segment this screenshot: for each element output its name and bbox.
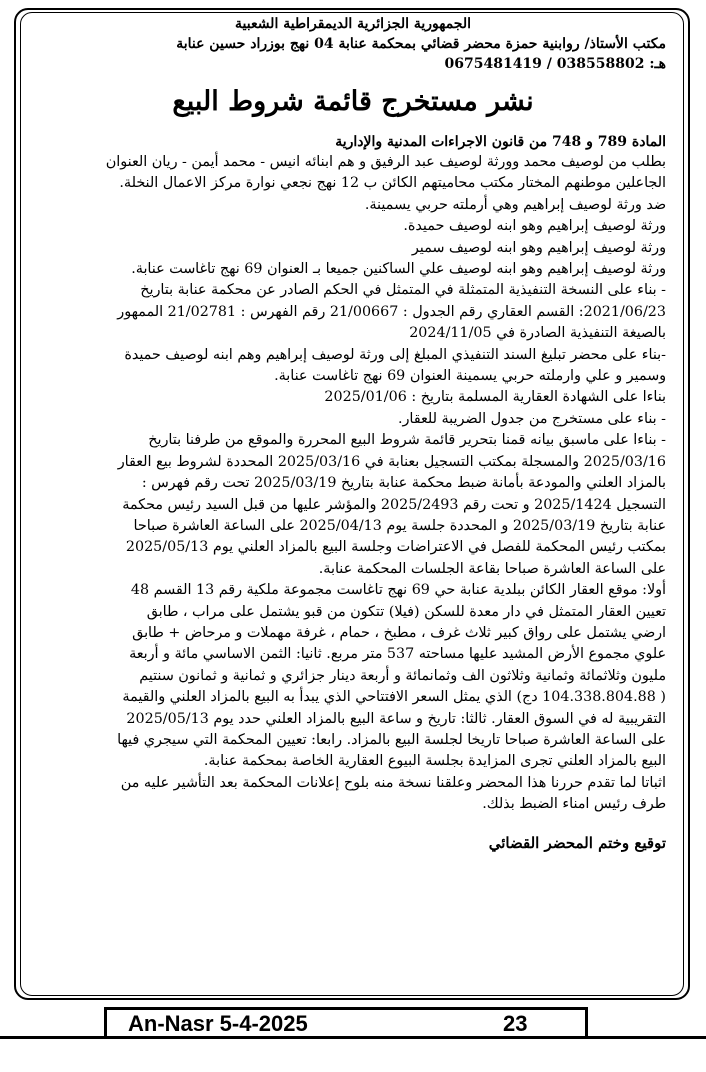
republic-header: الجمهورية الجزائرية الديمقراطية الشعبية [234,16,471,32]
body-line: - بناء على مستخرج من جدول الضريبة للعقار. [397,410,666,427]
body-line: ارضي يشتمل على رواق كبير ثلاث غرف ، مطبخ ، حمام ، غرفة مهملات و مرحاض + طابق [132,624,666,641]
notice-content [40,14,666,854]
body-line: - بناءا على ماسبق بيانه قمنا بتحرير قائمة شروط البيع المحررة والموقع من طرفنا بتاريخ [148,432,666,449]
body-line: - بناء على النسخة التنفيذية المتمثلة في المتمثل في الحكم الصادر عن محكمة عنابة بتاريخ [140,282,666,299]
body-line: الجاعلين موطنهم المختار مكتب محاميتهم الكائن ب 12 نهج نجعي نوارة مركز الاعمال النخلة. [119,175,666,192]
body-line: ورثة لوصيف إبراهيم وهو ابنه لوصيف سمير [411,239,666,256]
publication-date: An-Nasr 5-4-2025 [128,1011,308,1036]
body-line: على الساعة العاشرة صباحا بقاعة الجلسات المحكمة عنابة. [318,560,666,577]
notice-title: نشر مستخرج قائمة شروط البيع [172,86,534,117]
body-line: بمكتب رئيس المحكمة للفصل في الاعتراضات وجلسة البيع بالمزاد العلني يوم 2025/05/13 [125,539,666,556]
body-line: 2025/03/16 والمسجلة بمكتب التسجيل بعنابة في 2025/03/16 المحددة لشروط بيع العقار [117,453,666,470]
footer-rule [0,1036,706,1039]
body-line: التسجيل 2025/1424 و تحت رقم 2025/2493 والمؤشر عليها من قبل السيد رئيس محكمة [122,496,666,513]
body-line: 2021/06/23: القسم العقاري رقم الجدول : 21/00667 رقم الفهرس : 21/02781 الممهور [117,303,666,320]
body-line: بناءا على الشهادة العقارية المسلمة بتاريخ : 2025/01/06 [324,389,666,406]
office-header: مكتب الأستاذ/ روابنية حمزة محضر قضائي بمحكمة عنابة 04 نهج بوزراد حسين عنابة [176,36,666,52]
body-line: اثباتا لما تقدم حررنا هذا المحضر وعلقنا نسخة منه بلوح إعلانات المحكمة بعد التأشير عليه من [120,774,666,791]
body-line: علوي مجموع الأرض المشيد عليها مساحته 537 متر مربع. ثانيا: الثمن الاساسي مائة و أربعة [129,646,666,663]
body-line: وسمير و علي وارملته حربي يسمينة العنوان 69 نهج تاغاست عنابة. [274,368,666,385]
body-line: ورثة لوصيف إبراهيم وهو ابنه لوصيف علي الساكنين جميعا بـ العنوان 69 نهج تاغاست عنابة. [131,261,666,278]
body-line: -بناء على محضر تبليغ السند التنفيذي المبلغ إلى ورثة لوصيف إبراهيم وهم ابنه لوصيف حميدة [124,346,666,363]
body-line: البيع بالمزاد العلني تجرى المزايدة بجلسة البيوع العقارية الخاصة بمحكمة عنابة. [203,753,666,770]
body-line: بطلب من لوصيف محمد وورثة لوصيف عبد الرفيق و هم ابنائه انيس - محمد أيمن - ريان العنوان [105,154,666,170]
body-line: ( 104.338.804.88 دج) الذي يمثل السعر الافتتاحي الذي يبدأ به البيع بالمزاد العلني والقيمة [122,689,666,706]
body-line: التقريبية له في السوق العقار. ثالثا: تاريخ و ساعة البيع بالمزاد العلني حدد يوم 2025/05/13 [126,710,666,727]
page-number: 23 [503,1011,528,1036]
signature-line: توقيع وختم المحضر القضائي [488,833,666,852]
body-line: بالصيغة التنفيذية الصادرة في 2024/11/05 [409,325,666,342]
body-line: ورثة لوصيف إبراهيم وهو ابنه لوصيف حميدة. [403,218,666,235]
notice-body [40,152,666,816]
body-line: ضد ورثة لوصيف إبراهيم وهي أرملته حربي يسمينة. [364,196,666,213]
body-line: مليون وثلاثمائة وثمانية وثلاثون الف وثمانمائة و أربعة دينار جزائري و ثمانية و ثمانون سنتيم [139,667,666,684]
body-line: أولا: موقع العقار الكائن ببلدية عنابة حي 69 نهج تاغاست مجموعة ملكية رقم 13 القسم 48 [130,582,666,599]
article-reference: المادة 789 و 748 من قانون الاجراءات المدنية والإدارية [335,134,666,150]
body-line: تعيين العقار المتمثل في دار معدة للسكن (فيلا) تتكون من قبو يشتمل على مراب ، طابق [146,603,666,620]
body-line: طرف رئيس امناء الضبط بذلك. [482,796,666,813]
body-line: عنابة بتاريخ 2025/03/19 و المحددة جلسة يوم 2025/04/13 على الساعة العاشرة صباحا [133,517,666,534]
phone-line: هـ: 038558802 / 0675481419 [444,56,666,72]
body-line: على الساعة العاشرة صباحا تاريخا لجلسة البيع بالمزاد. رابعا: تعيين المحكمة التي سيجري فيها [117,731,666,748]
body-line: بالمزاد العلني والمودعة بأمانة ضبط محكمة عنابة بتاريخ 2025/03/19 تحت رقم فهرس : [141,475,666,492]
